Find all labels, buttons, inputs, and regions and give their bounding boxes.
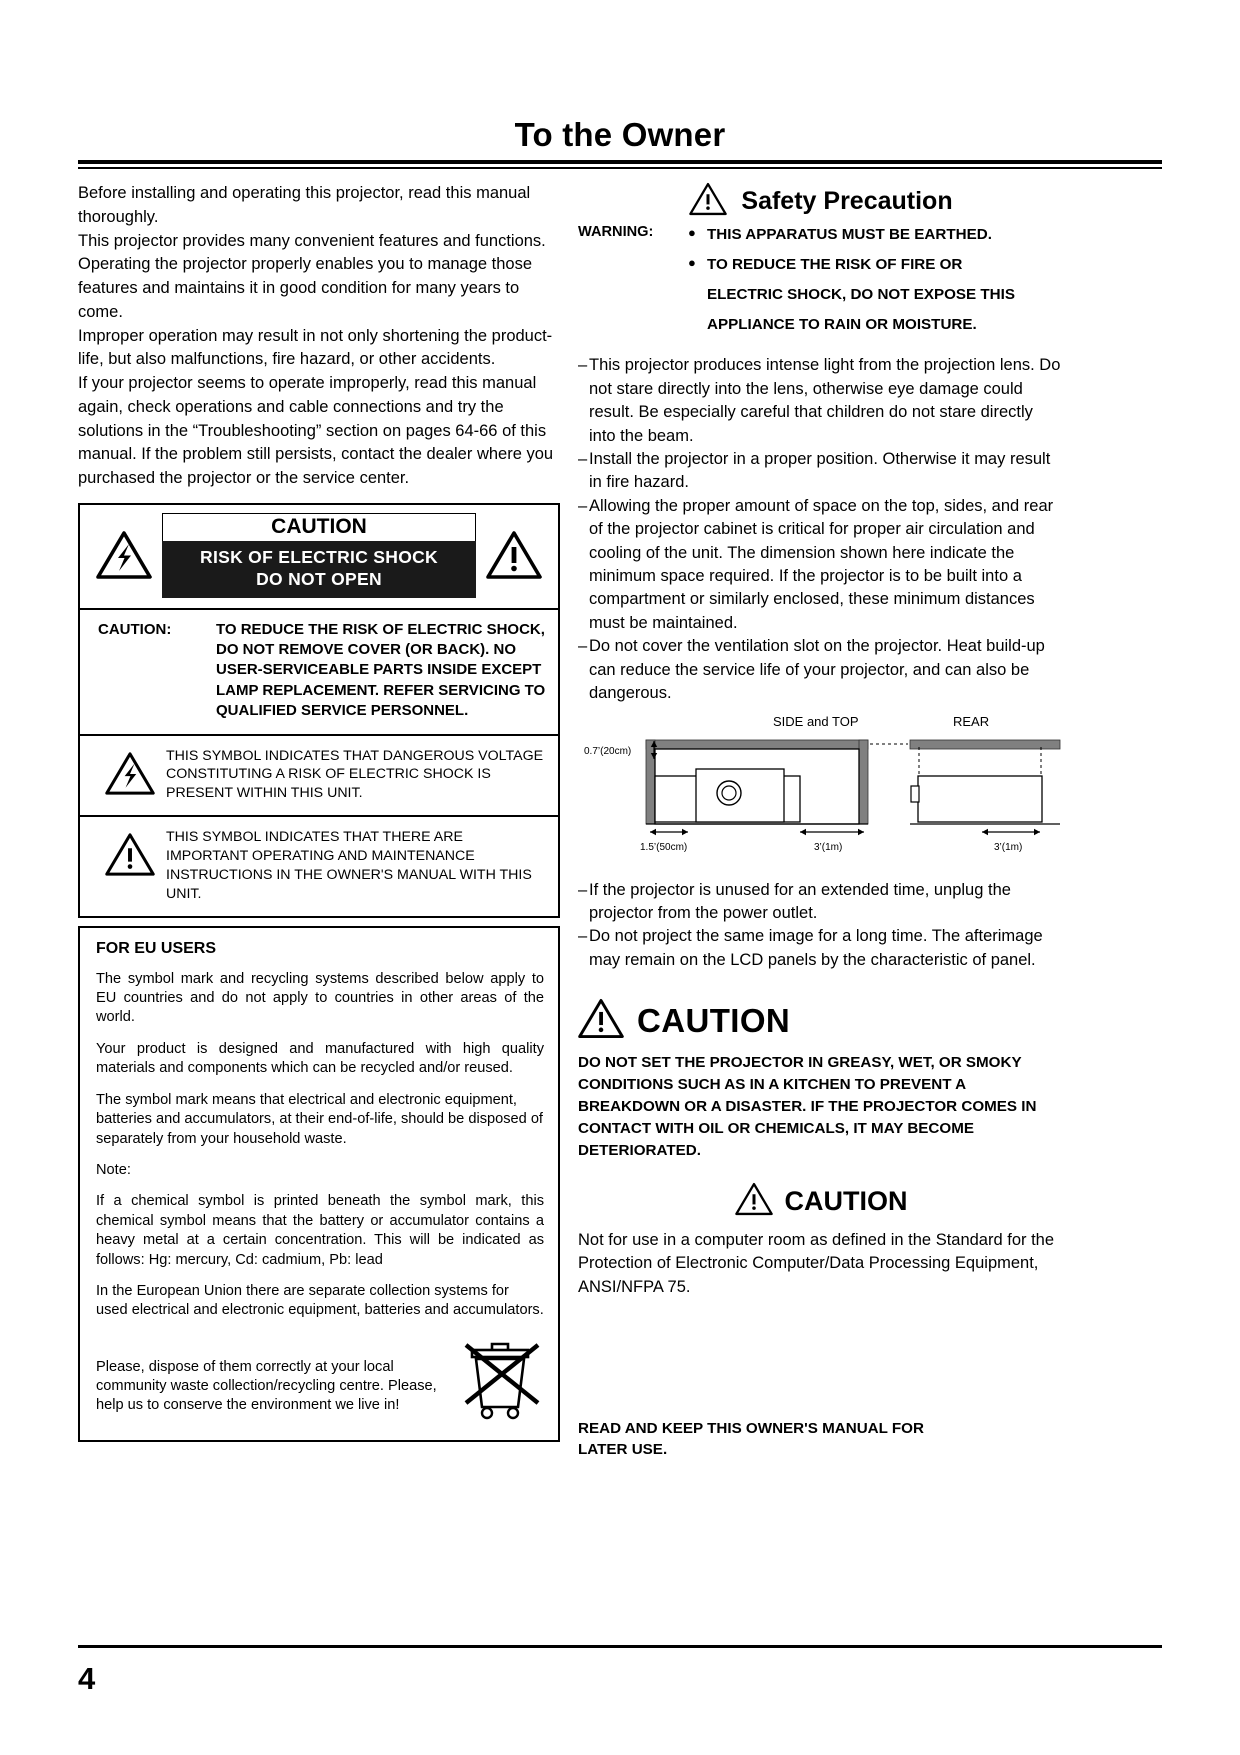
exclamation-triangle-icon bbox=[735, 1182, 773, 1221]
bullet-icon: ● bbox=[688, 255, 696, 271]
intro-paragraph-4: If your projector seems to operate improperly, read this manual again, check operations and cable connections and try the solutions in the “Troubleshooting” section on pages 64-66 of this manual. If the problem still persists, contact the dealer where you purchased the projector or the service center. bbox=[78, 374, 554, 487]
exclamation-triangle-icon bbox=[94, 828, 166, 877]
dash-item bbox=[578, 925, 1064, 972]
eu-last-row bbox=[96, 1333, 544, 1428]
dash-item-text: This projector produces intense light from the projection lens. Do not stare directly into the lens, otherwise eye damage could result. Be especially careful that children do not stare directly into the beam. bbox=[589, 356, 1061, 445]
dash-icon: – bbox=[578, 496, 588, 515]
big-caution-title: CAUTION bbox=[637, 1002, 791, 1040]
title-rule-thick bbox=[78, 160, 1162, 164]
diagram-dim-left: 1.5’(50cm) bbox=[640, 841, 688, 853]
symbol-row-instructions bbox=[80, 815, 558, 916]
risk-line-1: RISK OF ELECTRIC SHOCK bbox=[200, 546, 438, 567]
intro-text bbox=[78, 182, 560, 491]
eu-heading: FOR EU USERS bbox=[96, 939, 217, 957]
exclamation-triangle-icon bbox=[689, 182, 727, 221]
safety-dash-list-bottom bbox=[578, 879, 1064, 973]
diagram-label-side-top: SIDE and TOP bbox=[773, 713, 859, 729]
diagram-label-rear: REAR bbox=[953, 713, 990, 729]
dash-icon: – bbox=[578, 927, 588, 946]
title-rule-thin bbox=[78, 167, 1162, 169]
electric-shock-caution-box bbox=[78, 503, 560, 918]
intro-paragraph-3: Improper operation may result in not only shortening the product-life, but also malfunctions, fire hazard, or other accidents. bbox=[78, 326, 553, 369]
mid-caution-body: Not for use in a computer room as defined in the Standard for the Protection of Electronic Computer/Data Processing Equipment, ANSI/NFPA 75. bbox=[578, 1230, 1055, 1296]
risk-line-2: DO NOT OPEN bbox=[256, 569, 382, 590]
right-column bbox=[578, 182, 1064, 1461]
big-caution-body: DO NOT SET THE PROJECTOR IN GREASY, WET, OR SMOKY CONDITIONS SUCH AS IN A KITCHEN TO PREVENT A BREAKDOWN OR A DISASTER. IF THE PROJECTOR COMES IN CONTACT WITH OIL OR CHEMICALS, IT MAY BECOME DETERIORATED. bbox=[578, 1054, 1037, 1159]
exclamation-triangle-icon bbox=[578, 998, 624, 1044]
safety-precaution-title: Safety Precaution bbox=[741, 187, 953, 215]
clearance-diagram bbox=[578, 714, 1064, 869]
warning-bullet-2-line-3: APPLIANCE TO RAIN OR MOISTURE. bbox=[707, 316, 977, 334]
dash-item-text: Do not cover the ventilation slot on the projector. Heat build-up can reduce the service life of your projector, and can also be dangerous. bbox=[589, 637, 1045, 703]
dash-item bbox=[578, 879, 1064, 926]
risk-banner bbox=[162, 541, 476, 598]
bullet-icon: ● bbox=[688, 225, 696, 240]
page-title: To the Owner bbox=[514, 116, 726, 153]
diagram-dim-top: 0.7’(20cm) bbox=[584, 745, 632, 757]
exclamation-triangle-icon bbox=[476, 513, 552, 598]
lightning-bolt-triangle-icon bbox=[86, 513, 162, 598]
mid-caution-title: CAUTION bbox=[784, 1185, 908, 1216]
warning-bullet-item-2 bbox=[688, 255, 1064, 275]
page-number: 4 bbox=[78, 1661, 96, 1696]
dash-item bbox=[578, 495, 1064, 636]
eu-paragraph-6: Please, dispose of them correctly at your local community waste collection/recycling centre. Please, help us to conserve the environment we live in! bbox=[96, 1358, 437, 1414]
title-rule bbox=[78, 160, 1162, 169]
caution-word: CAUTION bbox=[162, 513, 476, 541]
eu-paragraph-3: The symbol mark means that electrical and electronic equipment, batteries and accumulators, at their end-of-life, should be disposed of separately from your household waste. bbox=[96, 1091, 543, 1147]
left-column bbox=[78, 182, 560, 1461]
dash-item-text: If the projector is unused for an extended time, unplug the projector from the power outlet. bbox=[589, 880, 1011, 922]
dash-item-text: Install the projector in a proper position. Otherwise it may result in fire hazard. bbox=[589, 449, 1051, 492]
dash-icon: – bbox=[578, 356, 588, 375]
warning-bullet-item-1 bbox=[688, 225, 1064, 245]
eu-paragraph-1: The symbol mark and recycling systems described below apply to EU countries and do not apply to countries in other areas of the world. bbox=[96, 970, 544, 1026]
caution-body-row bbox=[80, 610, 558, 736]
intro-paragraph-2: This projector provides many convenient features and functions. Operating the projector properly enables you to manage those features and maintains it in good condition for many years to come. bbox=[78, 231, 546, 321]
dash-item bbox=[578, 354, 1064, 448]
eu-paragraph-4: If a chemical symbol is printed beneath the symbol mark, this chemical symbol means that the battery or accumulator contains a heavy metal at a certain concentration. This will be indicated as follows: Hg: mercury, Cd: cadmium, Pb: lead bbox=[96, 1193, 544, 1268]
eu-users-box bbox=[78, 926, 560, 1442]
dash-icon: – bbox=[578, 637, 588, 656]
safety-precaution-header bbox=[578, 182, 1064, 221]
read-keep-line-1: READ AND KEEP THIS OWNER'S MANUAL FOR bbox=[578, 1419, 924, 1437]
big-caution-header bbox=[578, 998, 1064, 1044]
dash-icon: – bbox=[578, 880, 588, 899]
warning-items bbox=[688, 225, 1064, 345]
warning-bullet-1-text: THIS APPARATUS MUST BE EARTHED. bbox=[707, 226, 992, 243]
caution-body-text: TO REDUCE THE RISK OF ELECTRIC SHOCK, DO NOT REMOVE COVER (OR BACK). NO USER-SERVICEABLE PARTS INSIDE EXCEPT LAMP REPLACEMENT. REFER SERVICING TO QUALIFIED SERVICE PERSONNEL. bbox=[216, 620, 546, 720]
dash-item-text: Allowing the proper amount of space on the top, sides, and rear of the projector cabinet is critical for proper air circulation and cooling of the unit. The dimension shown here indicate the minimum space required. If the projector is to be built into a compartment or similarly enclosed, these minimum distances must be maintained. bbox=[589, 496, 1054, 632]
warning-bullet-2-line-1: TO REDUCE THE RISK OF FIRE OR bbox=[707, 256, 963, 274]
symbol-voltage-text: THIS SYMBOL INDICATES THAT DANGEROUS VOLTAGE CONSTITUTING A RISK OF ELECTRIC SHOCK IS PRESENT WITHIN THIS UNIT. bbox=[166, 747, 544, 802]
caution-body-label: CAUTION: bbox=[98, 620, 172, 638]
caution-box-top-row bbox=[80, 505, 558, 610]
symbol-row-voltage bbox=[80, 736, 558, 816]
caution-banner bbox=[162, 513, 476, 598]
lightning-bolt-triangle-icon bbox=[94, 747, 166, 796]
symbol-instructions-text: THIS SYMBOL INDICATES THAT THERE ARE IMPORTANT OPERATING AND MAINTENANCE INSTRUCTIONS IN THE OWNER'S MANUAL WITH THIS UNIT. bbox=[166, 829, 532, 902]
mid-caution-header bbox=[578, 1182, 1064, 1221]
read-keep-line-2: LATER USE. bbox=[578, 1440, 668, 1458]
content-columns bbox=[0, 182, 1240, 1461]
warning-row bbox=[578, 225, 1064, 345]
eu-note-label: Note: bbox=[96, 1161, 131, 1178]
warning-label: WARNING: bbox=[578, 224, 654, 240]
footer-rule bbox=[78, 1645, 1162, 1648]
safety-dash-list-top bbox=[578, 354, 1064, 705]
eu-paragraph-2: Your product is designed and manufactured with high quality materials and components which can be recycled and/or reused. bbox=[96, 1040, 544, 1077]
read-and-keep-notice bbox=[578, 1419, 1064, 1461]
dash-item bbox=[578, 448, 1064, 495]
eu-paragraph-5: In the European Union there are separate collection systems for used electrical and electronic equipment, batteries and accumulators. bbox=[96, 1282, 544, 1319]
dash-icon: – bbox=[578, 449, 588, 468]
dash-item-text: Do not project the same image for a long time. The afterimage may remain on the LCD panels by the characteristic of panel. bbox=[589, 927, 1043, 969]
dash-item bbox=[578, 635, 1064, 705]
intro-paragraph-1: Before installing and operating this projector, read this manual thoroughly. bbox=[78, 184, 531, 226]
crossed-out-wheelie-bin-icon bbox=[452, 1333, 544, 1428]
warning-bullet-2-line-2: ELECTRIC SHOCK, DO NOT EXPOSE THIS bbox=[707, 286, 1015, 304]
diagram-dim-rear: 3’(1m) bbox=[994, 841, 1023, 853]
warning-block bbox=[578, 225, 1064, 345]
diagram-dim-right: 3’(1m) bbox=[814, 841, 843, 853]
